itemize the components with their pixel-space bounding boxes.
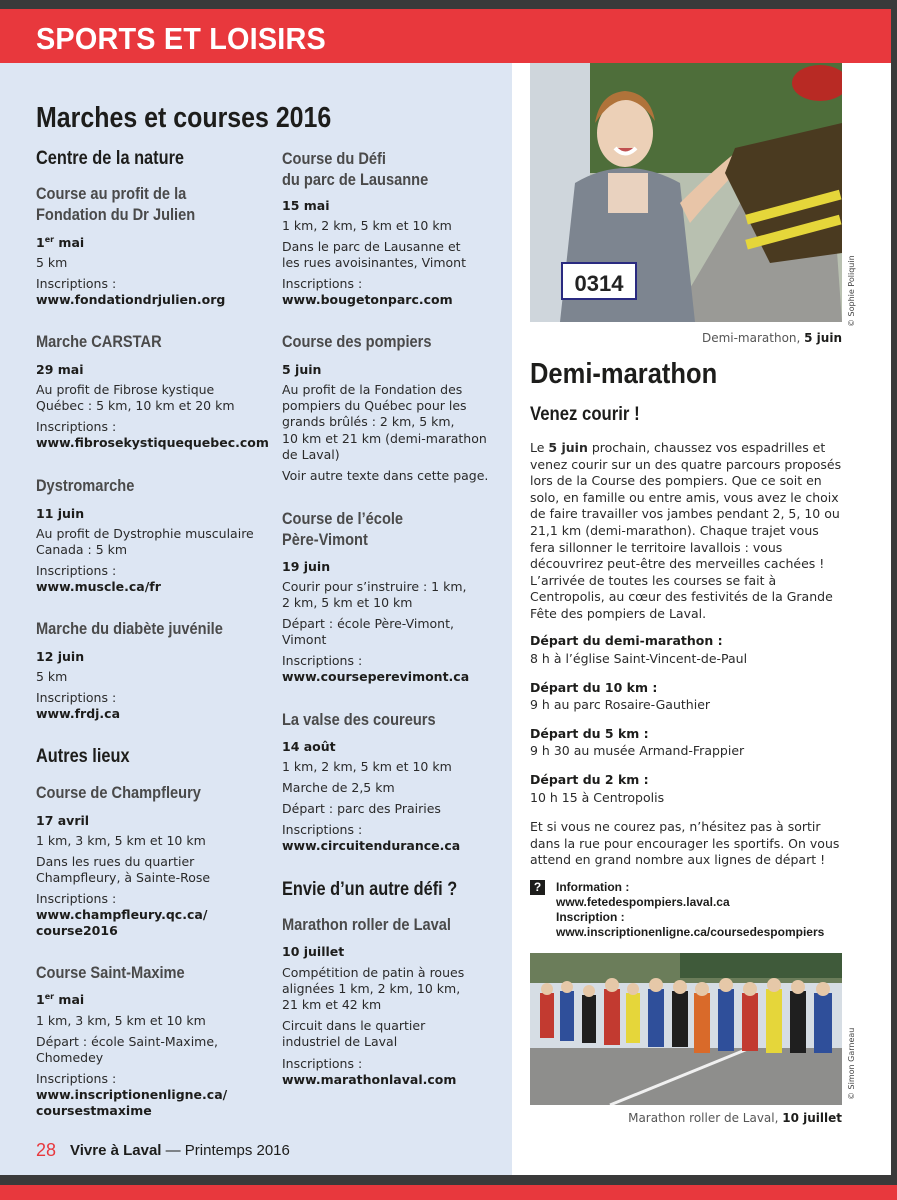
event-title: Fondation du Dr Julien (36, 205, 196, 224)
info-label: Information : (556, 880, 630, 894)
depart-label: Départ du 10 km : (530, 680, 658, 695)
event-link[interactable]: www.frdj.ca (36, 706, 121, 721)
event-title: Marche CARSTAR (36, 332, 162, 351)
event-link[interactable]: www.fibrosekystiquequebec.com (36, 435, 269, 450)
info-label: Inscription : (556, 910, 625, 924)
feature-paragraph-2: Et si vous ne courez pas, n’hésitez pas à sortir dans la rue pour encourager les sportifs. On vous attend en grand nombre aux lignes de départ ! (530, 819, 840, 868)
event-detail: 1 km, 3 km, 5 km et 10 km (36, 1013, 206, 1028)
section-title: SPORTS ET LOISIRS (36, 21, 326, 56)
feature-subheading: Venez courir ! (530, 404, 640, 425)
feature-paragraph: Le 5 juin prochain, chaussez vos espadrilles et venez courir sur un des quatre parcours proposés lors de la Course des pompiers. Que ce soit en solo, en famille ou entre amis, vous avez le choix de faire travailler vos jambes pendant 2, 5, 10 ou 21,1 km (demi-marathon). Chaque trajet vous fera sillonner le territoire lavallois : vous découvrirez peut-être des merveilles cachées ! L’arrivée de toutes les courses se fait à Centropolis, au cœur des festivités de la Grande Fête des pompiers de Laval. (530, 440, 842, 621)
depart-value: 9 h 30 au musée Armand-Frappier (530, 743, 745, 758)
event-detail: Voir autre texte dans cette page. (282, 468, 489, 483)
event-detail: Compétition de patin à roues (282, 965, 465, 980)
event-detail: 5 km (36, 255, 68, 270)
question-icon: ? (530, 880, 545, 895)
event-detail: Canada : 5 km (36, 542, 128, 557)
info-link[interactable]: www.inscriptionenligne.ca/coursedespompiers (556, 925, 825, 939)
event-link[interactable]: www.courseperevimont.ca (282, 669, 470, 684)
event-date: 5 juin (282, 362, 322, 377)
inscriptions-label: Inscriptions : (282, 653, 363, 668)
event-date: 14 août (282, 739, 336, 754)
event-detail: Départ : école Saint-Maxime, (36, 1034, 219, 1049)
event-link[interactable]: www.marathonlaval.com (282, 1072, 457, 1087)
feature-heading: Demi-marathon (530, 358, 718, 390)
event-detail: alignées 1 km, 2 km, 10 km, (282, 981, 461, 996)
event-date: 19 juin (282, 559, 331, 574)
event-title: du parc de Lausanne (282, 170, 429, 189)
event-title: Dystromarche (36, 476, 135, 495)
event-link[interactable]: www.inscriptionenligne.ca/ (36, 1087, 228, 1102)
event-title: Course Saint-Maxime (36, 963, 185, 982)
section-heading-autres-lieux: Autres lieux (36, 746, 130, 767)
page-title: Marches et courses 2016 (36, 102, 332, 134)
event-detail: 10 km et 21 km (demi-marathon (282, 431, 487, 446)
depart-value: 8 h à l’église Saint-Vincent-de-Paul (530, 651, 748, 666)
event-detail: 1 km, 2 km, 5 km et 10 km (282, 759, 452, 774)
event-detail: industriel de Laval (282, 1034, 398, 1049)
event-title: La valse des coureurs (282, 710, 436, 729)
event-date: 1er mai (36, 992, 85, 1008)
inscriptions-label: Inscriptions : (282, 1056, 363, 1071)
event-date: 15 mai (282, 198, 330, 213)
event-title: Marche du diabète juvénile (36, 619, 223, 638)
event-title: Course de Champfleury (36, 783, 201, 802)
event-detail: Chomedey (36, 1050, 104, 1065)
event-detail: Marche de 2,5 km (282, 780, 395, 795)
right-border (891, 9, 897, 1175)
event-title: Course des pompiers (282, 332, 432, 351)
depart-label: Départ du 2 km : (530, 772, 649, 787)
event-link[interactable]: www.champfleury.qc.ca/ (36, 907, 208, 922)
event-detail: Au profit de Fibrose kystique (36, 382, 215, 397)
depart-value: 10 h 15 à Centropolis (530, 790, 665, 805)
page-number: 28 (36, 1140, 57, 1160)
event-detail: Vimont (282, 632, 327, 647)
event-link[interactable]: www.muscle.ca/fr (36, 579, 161, 594)
photo-caption: Demi-marathon, 5 juin (701, 331, 842, 345)
bottom-border (0, 1175, 897, 1200)
event-detail: Au profit de Dystrophie musculaire (36, 526, 254, 541)
event-link[interactable]: www.bougetonparc.com (282, 292, 453, 307)
event-title: Père-Vimont (282, 530, 368, 549)
event-date: 12 juin (36, 649, 85, 664)
event-link[interactable]: www.circuitendurance.ca (282, 838, 461, 853)
half-marathon-photo (530, 63, 842, 322)
event-date: 11 juin (36, 506, 85, 521)
event-title: Marathon roller de Laval (282, 915, 451, 934)
event-detail: Départ : école Père-Vimont, (282, 616, 454, 631)
event-detail: 1 km, 3 km, 5 km et 10 km (36, 833, 206, 848)
event-detail: Circuit dans le quartier (282, 1018, 426, 1033)
event-date: 17 avril (36, 813, 90, 828)
depart-label: Départ du 5 km : (530, 726, 649, 741)
inscriptions-label: Inscriptions : (36, 419, 117, 434)
section-heading-centre-nature: Centre de la nature (36, 148, 185, 169)
inscriptions-label: Inscriptions : (36, 891, 117, 906)
event-title: Course du Défi (282, 149, 386, 168)
inscriptions-label: Inscriptions : (282, 822, 363, 837)
event-detail: de Laval) (282, 447, 340, 462)
event-detail: Dans le parc de Lausanne et (282, 239, 461, 254)
roller-marathon-photo (530, 953, 842, 1105)
info-link[interactable]: www.fetedespompiers.laval.ca (556, 895, 730, 909)
event-detail: Dans les rues du quartier (36, 854, 195, 869)
event-detail: 5 km (36, 669, 68, 684)
event-detail: grands brûlés : 2 km, 5 km, (282, 414, 455, 429)
event-detail: Départ : parc des Prairies (282, 801, 441, 816)
runner-illustration (530, 63, 842, 322)
depart-label: Départ du demi-marathon : (530, 633, 723, 648)
event-detail: les rues avoisinantes, Vimont (282, 255, 467, 270)
photo-credit: © Sophie Poliquin (847, 255, 856, 327)
inscriptions-label: Inscriptions : (36, 276, 117, 291)
event-detail: 21 km et 42 km (282, 997, 382, 1012)
inscriptions-label: Inscriptions : (36, 563, 117, 578)
photo-caption: Marathon roller de Laval, 10 juillet (628, 1111, 842, 1125)
event-detail: Au profit de la Fondation des (282, 382, 463, 397)
event-title: Course de l’école (282, 509, 404, 528)
event-date: 29 mai (36, 362, 84, 377)
event-title: Course au profit de la (36, 184, 187, 203)
inscriptions-label: Inscriptions : (282, 276, 363, 291)
event-date: 1er mai (36, 235, 85, 251)
section-header (0, 9, 897, 63)
event-detail: Courir pour s’instruire : 1 km, (282, 579, 467, 594)
top-border (0, 0, 897, 9)
event-detail: 2 km, 5 km et 10 km (282, 595, 413, 610)
section-heading-autre-defi: Envie d’un autre défi ? (282, 879, 458, 900)
inscriptions-label: Inscriptions : (36, 1071, 117, 1086)
inscriptions-label: Inscriptions : (36, 690, 117, 705)
event-link[interactable]: coursestmaxime (36, 1103, 152, 1118)
depart-value: 9 h au parc Rosaire-Gauthier (530, 697, 711, 712)
photo-credit: © Simon Garneau (847, 1027, 856, 1100)
event-link[interactable]: www.fondationdrjulien.org (36, 292, 226, 307)
event-link[interactable]: course2016 (36, 923, 118, 938)
bib-number: 0314 (574, 271, 624, 296)
event-detail: 1 km, 2 km, 5 km et 10 km (282, 218, 452, 233)
magazine-name: Vivre à Laval — Printemps 2016 (70, 1142, 290, 1159)
event-detail: Québec : 5 km, 10 km et 20 km (36, 398, 235, 413)
skaters-illustration (530, 953, 842, 1105)
event-date: 10 juillet (282, 944, 345, 959)
event-detail: pompiers du Québec pour les (282, 398, 467, 413)
event-detail: Champfleury, à Sainte-Rose (36, 870, 211, 885)
